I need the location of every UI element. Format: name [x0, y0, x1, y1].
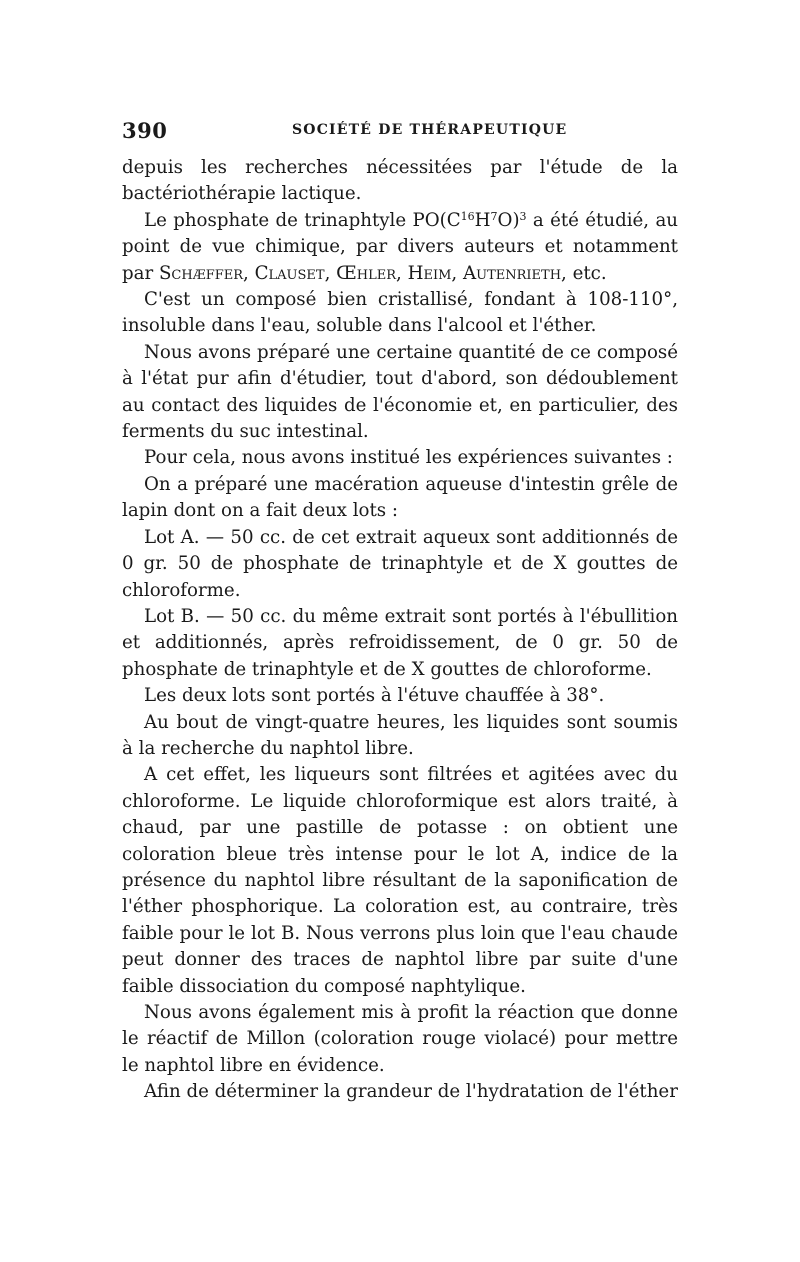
running-head: SOCIÉTÉ DE THÉRAPEUTIQUE	[292, 122, 568, 138]
paragraph-trinaphtyle-phosphate	[122, 208, 678, 287]
text-run: a été étudié, au point de vue chimique, par divers auteurs et notamment par	[122, 209, 679, 284]
paragraph-incubation: Les deux lots sont portés à l'étuve chauffée à 38°.	[144, 685, 605, 707]
paragraph-lot-a: Lot A. — 50 cc. de cet extrait aqueux sont additionnés de 0 gr. 50 de phosphate de trinaphtyle et de X gouttes de chloroforme.	[122, 526, 678, 601]
paragraph-after-24h: Au bout de vingt-quatre heures, les liquides sont soumis à la recherche du naphtol libre.	[122, 711, 678, 759]
text-run: H	[474, 209, 491, 231]
author-names: Schæffer, Clauset, Œhler, Heim, Autenrieth	[158, 262, 562, 284]
superscript: 3	[519, 209, 527, 223]
paragraph-maceration: On a préparé une macération aqueuse d'intestin grêle de lapin dont on a fait deux lots :	[122, 473, 678, 522]
body-text	[122, 155, 678, 1106]
paragraph-experiments-intro: Pour cela, nous avons institué les expériences suivantes :	[144, 447, 673, 469]
paragraph-results: A cet effet, les liqueurs sont filtrées et agitées avec du chloroforme. Le liquide chloroformique est alors traité, à chaud, par une pastille de potasse : on obtient une coloration bleue très intense pour le lot A, indice de la présence du naphtol libre résultant de la saponification de l'éther phosphorique. La coloration est, au contraire, très faible pour le lot B. Nous verrons plus loin que l'eau chaude peut donner des traces de naphtol libre par suite d'une faible dissociation du composé naphtylique.	[122, 764, 678, 997]
page-number: 390	[122, 118, 168, 143]
superscript: 16	[460, 209, 475, 223]
paragraph-lot-b: Lot B. — 50 cc. du même extrait sont portés à l'ébullition et additionnés, après refroidissement, de 0 gr. 50 de phosphate de trinaphtyle et de X gouttes de chloroforme.	[122, 605, 678, 680]
superscript: 7	[490, 209, 498, 223]
page-header	[122, 118, 678, 148]
text-run: Le phosphate de trinaphtyle PO(C	[144, 209, 461, 231]
paragraph-millon-reagent: Nous avons également mis à profit la réaction que donne le réactif de Millon (coloration rouge violacé) pour mettre le naphtol libre en évidence.	[122, 1002, 678, 1076]
paragraph-continued: depuis les recherches nécessitées par l'étude de la bactériothérapie lactique.	[122, 157, 678, 205]
text-run: , etc.	[561, 262, 607, 284]
paragraph-properties: C'est un composé bien cristallisé, fondant à 108-110°, insoluble dans l'eau, soluble dans l'alcool et l'éther.	[122, 289, 678, 337]
paragraph-preparation: Nous avons préparé une certaine quantité de ce composé à l'état pur afin d'étudier, tout d'abord, son dédoublement au contact des liquides de l'économie et, en particulier, des ferments du suc intestinal.	[122, 341, 678, 443]
paragraph-hydration: Afin de déterminer la grandeur de l'hydratation de l'éther	[144, 1081, 678, 1103]
text-run: O)	[497, 209, 520, 231]
